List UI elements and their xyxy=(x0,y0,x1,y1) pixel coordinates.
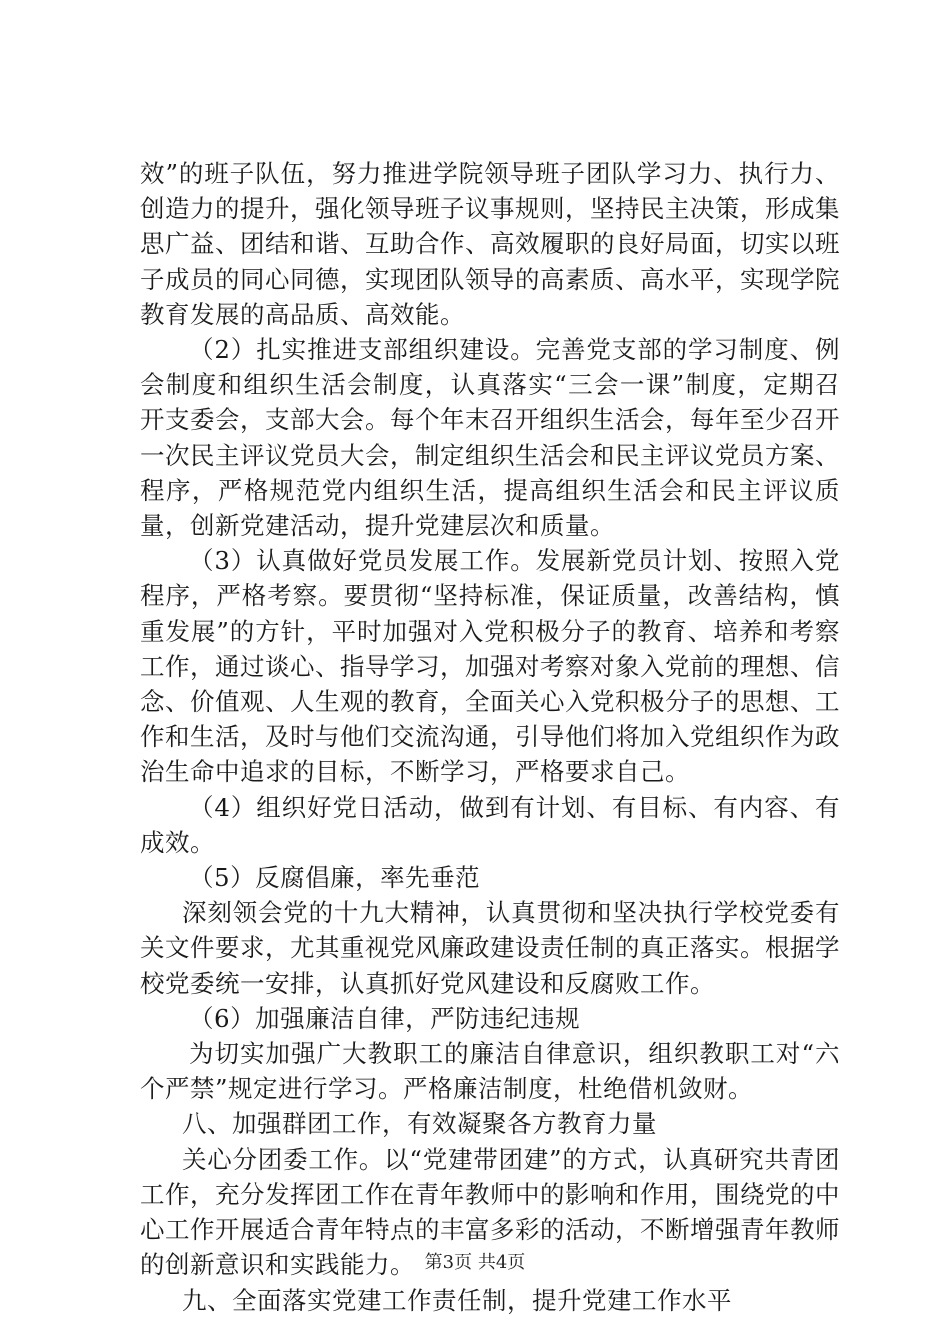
paragraph-member-development: （3）认真做好党员发展工作。发展新党员计划、按照入党程序，严格考察。要贯彻“坚持标准，保证质量，改善结构，慎重发展”的方针，平时加强对入党积极分子的教育、培养和考察工作，通过谈心、指导学习，加强对考察对象入党前的理想、信念、价值观、人生观的教育，全面关心入党积极分子的思想、工作和生活，及时与他们交流沟通，引导他们将加入党组织作为政治生命中追求的目标，不断学习，严格要求自己。 xyxy=(140,546,840,787)
heading-anti-corruption: （5）反腐倡廉，率先垂范 xyxy=(189,863,481,893)
paragraph-branch-building: （2）扎实推进支部组织建设。完善党支部的学习制度、例会制度和组织生活会制度，认真落实“三会一课”制度，定期召开支委会，支部大会。每个年末召开组织生活会，每年至少召开一次民主评议党员大会，制定组织生活会和民主评议党员方案、程序，严格规范党内组织生活，提高组织生活会和民主评议质量，创新党建活动，提升党建层次和质量。 xyxy=(140,335,840,541)
page-number-footer: 第3页 共4页 xyxy=(424,1252,526,1273)
paragraph-party-day: （4）组织好党日活动，做到有计划、有目标、有内容、有成效。 xyxy=(140,792,840,857)
paragraph-leadership-continued: 效”的班子队伍，努力推进学院领导班子团队学习力、执行力、创造力的提升，强化领导班子议事规则，坚持民主决策，形成集思广益、团结和谐、互助合作、高效履职的良好局面，切实以班子成员的同心同德，实现团队领导的高素质、高水平，实现学院教育发展的高品质、高效能。 xyxy=(140,159,840,329)
heading-section-eight: 八、加强群团工作，有效凝聚各方教育力量 xyxy=(182,1109,657,1139)
paragraph-youth-league: 关心分团委工作。以“党建带团建”的方式，认真研究共青团工作，充分发挥团工作在青年教师中的影响和作用，围绕党的中心工作开展适合青年特点的丰富多彩的活动，不断增强青年教师的创新意识和实践能力。 xyxy=(140,1144,840,1280)
heading-section-nine: 九、全面落实党建工作责任制，提升党建工作水平 xyxy=(182,1285,732,1315)
paragraph-self-discipline: 为切实加强广大教职工的廉洁自律意识，组织教职工对“六个严禁”规定进行学习。严格廉洁制度，杜绝借机敛财。 xyxy=(140,1039,840,1104)
heading-self-discipline: （6）加强廉洁自律，严防违纪违规 xyxy=(189,1003,581,1033)
document-body xyxy=(140,156,840,1318)
paragraph-anti-corruption: 深刻领会党的十九大精神，认真贯彻和坚决执行学校党委有关文件要求，尤其重视党风廉政建设责任制的真正落实。根据学校党委统一安排，认真抓好党风建设和反腐败工作。 xyxy=(140,898,840,998)
